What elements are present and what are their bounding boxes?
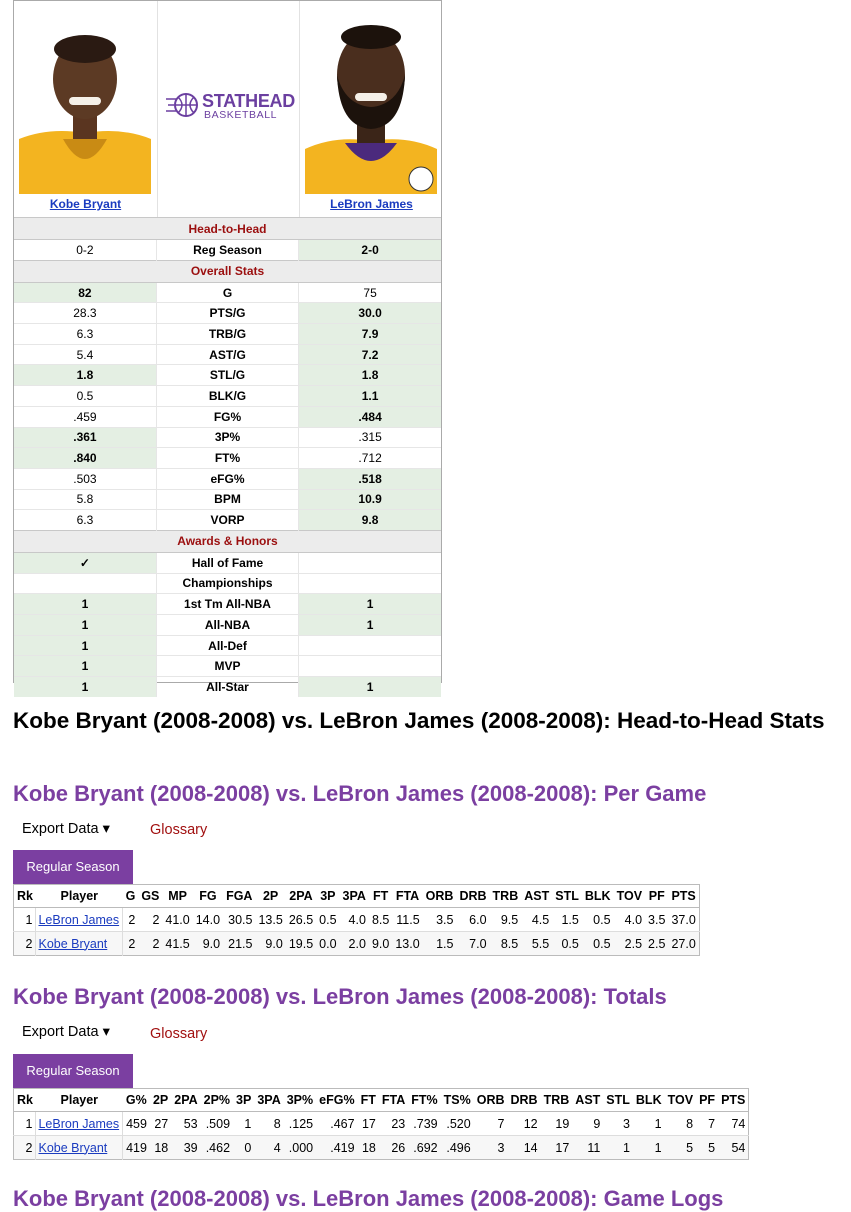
right-value: 2-0 (299, 240, 441, 261)
stat-cell: 7 (696, 1112, 718, 1136)
stat-row (14, 386, 441, 407)
stat-cell: 1.5 (423, 932, 457, 956)
right-value: 9.8 (299, 510, 441, 531)
award-row (14, 656, 441, 677)
stat-cell: 0.0 (316, 932, 339, 956)
rank-cell: 1 (14, 1112, 36, 1136)
stat-label: All-Star (156, 677, 298, 697)
column-header[interactable]: FT (358, 1089, 379, 1112)
left-value: 6.3 (14, 510, 156, 531)
stat-cell: 2 (123, 932, 139, 956)
stat-cell: 54 (718, 1136, 749, 1160)
per-game-heading: Kobe Bryant (2008-2008) vs. LeBron James (2008-2008): Per Game (13, 781, 707, 806)
stat-cell: 8 (254, 1112, 283, 1136)
left-value: 82 (14, 282, 156, 303)
stat-cell: 30.5 (223, 908, 255, 932)
left-value: 1 (14, 635, 156, 656)
right-value: .518 (299, 468, 441, 489)
award-row (14, 594, 441, 615)
stat-row (14, 448, 441, 469)
per-game-tab-regular-season[interactable]: Regular Season (13, 850, 133, 884)
column-header[interactable]: FT% (408, 1089, 440, 1112)
column-header[interactable]: 3P% (284, 1089, 316, 1112)
left-value: 28.3 (14, 303, 156, 324)
left-player-column (14, 1, 157, 217)
stat-cell: 7 (474, 1112, 508, 1136)
left-value: 1 (14, 594, 156, 615)
left-value: .361 (14, 427, 156, 448)
left-value: .503 (14, 468, 156, 489)
column-header[interactable]: BLK (633, 1089, 665, 1112)
stat-cell: 9.0 (369, 932, 392, 956)
basketball-icon (166, 91, 200, 119)
stat-cell: 5.5 (521, 932, 552, 956)
award-row (14, 677, 441, 697)
stat-cell: 3 (474, 1136, 508, 1160)
award-row (14, 615, 441, 636)
stat-cell: 27 (150, 1112, 171, 1136)
stat-cell: 9.0 (255, 932, 285, 956)
left-value: 1 (14, 677, 156, 697)
column-header[interactable]: BLK (582, 885, 614, 908)
column-header[interactable]: G (123, 885, 139, 908)
right-value: 1.8 (299, 365, 441, 386)
stat-cell: 2 (138, 932, 162, 956)
stat-cell: 1 (603, 1136, 633, 1160)
per-game-table (13, 884, 700, 956)
totals-tab-regular-season[interactable]: Regular Season (13, 1054, 133, 1088)
stat-cell: 2 (123, 908, 139, 932)
stat-cell: 1 (633, 1112, 665, 1136)
stat-cell: 5 (665, 1136, 696, 1160)
rank-cell: 1 (14, 908, 36, 932)
stat-cell: 14.0 (193, 908, 223, 932)
stat-cell: 0 (233, 1136, 254, 1160)
stat-cell: 0.5 (552, 932, 582, 956)
section-awards-honors-label: Awards & Honors (14, 530, 441, 552)
column-header[interactable]: PTS (668, 885, 699, 908)
stat-cell: 419 (123, 1136, 150, 1160)
table-row (14, 1112, 749, 1136)
column-header[interactable]: TRB (541, 1089, 573, 1112)
stat-cell: 9.0 (193, 932, 223, 956)
left-value: 0-2 (14, 240, 156, 261)
stat-label: FG% (156, 406, 298, 427)
stat-cell: 19 (541, 1112, 573, 1136)
stat-cell: 37.0 (668, 908, 699, 932)
stat-cell: 26 (379, 1136, 408, 1160)
column-header[interactable]: FT (369, 885, 392, 908)
left-value: .840 (14, 448, 156, 469)
per-game-glossary-link[interactable]: Glossary (150, 822, 208, 838)
column-header[interactable]: MP (162, 885, 192, 908)
stat-cell: .000 (284, 1136, 316, 1160)
stat-cell: 459 (123, 1112, 150, 1136)
column-header[interactable]: GS (138, 885, 162, 908)
stat-label: 3P% (156, 427, 298, 448)
left-value: 0.5 (14, 386, 156, 407)
stat-cell: 6.0 (456, 908, 489, 932)
stat-cell: 9 (572, 1112, 603, 1136)
player-cell (36, 1136, 123, 1160)
stat-label: All-NBA (156, 615, 298, 636)
stat-row (14, 427, 441, 448)
stat-cell: .692 (408, 1136, 440, 1160)
stat-label: Hall of Fame (156, 552, 298, 573)
stat-label: All-Def (156, 635, 298, 656)
left-value: 5.4 (14, 344, 156, 365)
stat-cell: .125 (284, 1112, 316, 1136)
player-cell (36, 932, 123, 956)
stat-cell: 13.0 (392, 932, 422, 956)
left-value: 1 (14, 615, 156, 636)
right-value: 1 (299, 615, 441, 636)
column-header[interactable]: PTS (718, 1089, 749, 1112)
stat-label: Reg Season (156, 240, 298, 261)
stat-cell: 17 (358, 1112, 379, 1136)
stat-cell: 3.5 (645, 908, 668, 932)
stat-cell: 1 (633, 1136, 665, 1160)
stat-cell: 11 (572, 1136, 603, 1160)
stat-label: BLK/G (156, 386, 298, 407)
stat-cell: 8 (665, 1112, 696, 1136)
section-head-to-head-label: Head-to-Head (14, 218, 441, 240)
column-header[interactable]: 2PA (171, 1089, 200, 1112)
rank-cell: 2 (14, 932, 36, 956)
stat-label: BPM (156, 489, 298, 510)
stat-cell: 9.5 (490, 908, 522, 932)
column-header[interactable]: FG (193, 885, 223, 908)
left-value: 5.8 (14, 489, 156, 510)
table-row (14, 1136, 749, 1160)
player-link[interactable]: Kobe Bryant (38, 936, 108, 951)
stat-row (14, 303, 441, 324)
right-value: 7.9 (299, 324, 441, 345)
stat-cell: 8.5 (490, 932, 522, 956)
column-header[interactable]: FTA (379, 1089, 408, 1112)
stat-cell: 13.5 (255, 908, 285, 932)
column-header[interactable]: DRB (508, 1089, 541, 1112)
player-cell (36, 1112, 123, 1136)
stat-cell: 2 (138, 908, 162, 932)
section-overall-stats-label: Overall Stats (14, 260, 441, 282)
stat-cell: 3.5 (423, 908, 457, 932)
kobe-bryant-photo (19, 9, 151, 194)
stat-row (14, 365, 441, 386)
column-header[interactable]: PF (696, 1089, 718, 1112)
stat-row (14, 406, 441, 427)
column-header[interactable]: 3P (233, 1089, 254, 1112)
stat-cell: 8.5 (369, 908, 392, 932)
stat-label: 1st Tm All-NBA (156, 594, 298, 615)
column-header[interactable]: Rk (14, 1089, 36, 1112)
right-value: 75 (299, 282, 441, 303)
right-value: 1.1 (299, 386, 441, 407)
stat-label: VORP (156, 510, 298, 531)
stat-cell: 5 (696, 1136, 718, 1160)
player-link[interactable]: LeBron James (38, 1116, 120, 1131)
column-header[interactable]: STL (603, 1089, 633, 1112)
stat-cell: 14 (508, 1136, 541, 1160)
stat-cell: 18 (358, 1136, 379, 1160)
stat-cell: 0.5 (582, 932, 614, 956)
stat-cell: 17 (541, 1136, 573, 1160)
stat-label: G (156, 282, 298, 303)
right-value (299, 656, 441, 677)
totals-table (13, 1088, 749, 1160)
comparison-stats-table (14, 217, 441, 697)
left-value: 1 (14, 656, 156, 677)
stat-label: MVP (156, 656, 298, 677)
column-header[interactable]: AST (521, 885, 552, 908)
right-value: .484 (299, 406, 441, 427)
award-row (14, 552, 441, 573)
row-reg-season (14, 240, 441, 261)
left-value: .459 (14, 406, 156, 427)
stat-cell: 4.0 (614, 908, 645, 932)
stat-label: Championships (156, 573, 298, 594)
column-header[interactable]: ORB (474, 1089, 508, 1112)
stat-cell: .462 (201, 1136, 233, 1160)
stat-label: AST/G (156, 344, 298, 365)
stat-cell: 26.5 (286, 908, 316, 932)
stat-cell: 41.0 (162, 908, 192, 932)
stat-cell: 53 (171, 1112, 200, 1136)
totals-heading: Kobe Bryant (2008-2008) vs. LeBron James (2008-2008): Totals (13, 984, 667, 1009)
stat-row (14, 344, 441, 365)
stat-cell: 4.5 (521, 908, 552, 932)
logo-subtitle: BASKETBALL (204, 109, 278, 121)
column-header[interactable]: PF (645, 885, 668, 908)
stat-cell: .520 (441, 1112, 474, 1136)
stat-row (14, 282, 441, 303)
award-row (14, 635, 441, 656)
totals-export-data[interactable]: Export Data ▾ (22, 1024, 110, 1040)
stat-cell: .419 (316, 1136, 357, 1160)
logo-column (157, 1, 300, 217)
right-value: .712 (299, 448, 441, 469)
player-link[interactable]: Kobe Bryant (38, 1140, 108, 1155)
column-header[interactable]: G% (123, 1089, 150, 1112)
column-header[interactable]: 2P (150, 1089, 171, 1112)
stat-row (14, 489, 441, 510)
per-game-export-data[interactable]: Export Data ▾ (22, 821, 110, 837)
player-cell (36, 908, 123, 932)
stat-row (14, 510, 441, 531)
column-header[interactable]: FTA (392, 885, 422, 908)
stat-cell: 7.0 (456, 932, 489, 956)
stat-cell: .467 (316, 1112, 357, 1136)
left-value: 1.8 (14, 365, 156, 386)
lebron-james-link[interactable]: LeBron James (330, 197, 413, 211)
left-value: ✓ (14, 552, 156, 573)
stat-cell: 18 (150, 1136, 171, 1160)
comparison-card (13, 0, 442, 694)
right-value: 10.9 (299, 489, 441, 510)
column-header[interactable]: 3PA (254, 1089, 283, 1112)
logo-wordmark: STATHEAD (202, 91, 295, 111)
left-value (14, 573, 156, 594)
stat-cell: 2.5 (614, 932, 645, 956)
column-header[interactable]: TS% (441, 1089, 474, 1112)
player-link[interactable]: LeBron James (38, 912, 120, 927)
stat-cell: 4 (254, 1136, 283, 1160)
right-player-column (300, 1, 443, 217)
column-header[interactable]: FGA (223, 885, 255, 908)
right-value: 1 (299, 677, 441, 697)
stat-label: FT% (156, 448, 298, 469)
right-value (299, 552, 441, 573)
column-header[interactable]: Player (36, 885, 123, 908)
section-awards-honors (14, 530, 441, 552)
right-value: 30.0 (299, 303, 441, 324)
column-header[interactable]: AST (572, 1089, 603, 1112)
award-row (14, 573, 441, 594)
stat-label: STL/G (156, 365, 298, 386)
game-logs-heading: Kobe Bryant (2008-2008) vs. LeBron James (2008-2008): Game Logs (13, 1186, 724, 1211)
stat-cell: 23 (379, 1112, 408, 1136)
stat-cell: 27.0 (668, 932, 699, 956)
stat-cell: 74 (718, 1112, 749, 1136)
stat-cell: 19.5 (286, 932, 316, 956)
column-header[interactable]: 3PA (340, 885, 369, 908)
right-value (299, 635, 441, 656)
page-title: Kobe Bryant (2008-2008) vs. LeBron James (2008-2008): Head-to-Head Stats (13, 708, 825, 733)
left-value: 6.3 (14, 324, 156, 345)
column-header[interactable]: 3P (316, 885, 339, 908)
totals-glossary-link[interactable]: Glossary (150, 1026, 208, 1042)
stat-cell: 2.0 (340, 932, 369, 956)
stat-cell: 0.5 (316, 908, 339, 932)
section-overall-stats (14, 260, 441, 282)
stat-cell: .496 (441, 1136, 474, 1160)
right-value (299, 573, 441, 594)
stat-row (14, 324, 441, 345)
stat-cell: .509 (201, 1112, 233, 1136)
rank-cell: 2 (14, 1136, 36, 1160)
column-header[interactable]: DRB (456, 885, 489, 908)
column-header[interactable]: STL (552, 885, 582, 908)
column-header[interactable]: 2PA (286, 885, 316, 908)
lebron-james-photo (305, 9, 437, 194)
table-row (14, 908, 700, 932)
column-header[interactable]: ORB (423, 885, 457, 908)
right-value: 7.2 (299, 344, 441, 365)
column-header[interactable]: Rk (14, 885, 36, 908)
stat-cell: 12 (508, 1112, 541, 1136)
stat-label: PTS/G (156, 303, 298, 324)
stat-row (14, 468, 441, 489)
stat-cell: 11.5 (392, 908, 422, 932)
stat-cell: 0.5 (582, 908, 614, 932)
table-row (14, 932, 700, 956)
stat-cell: 1.5 (552, 908, 582, 932)
column-header[interactable]: 2P% (201, 1089, 233, 1112)
column-header[interactable]: Player (36, 1089, 123, 1112)
stat-label: eFG% (156, 468, 298, 489)
stat-cell: .739 (408, 1112, 440, 1136)
stat-label: TRB/G (156, 324, 298, 345)
column-header[interactable]: TRB (490, 885, 522, 908)
right-value: .315 (299, 427, 441, 448)
stat-cell: 1 (233, 1112, 254, 1136)
column-header[interactable]: eFG% (316, 1089, 357, 1112)
stat-cell: 39 (171, 1136, 200, 1160)
stat-cell: 2.5 (645, 932, 668, 956)
kobe-bryant-link[interactable]: Kobe Bryant (49, 197, 122, 211)
section-head-to-head (14, 218, 441, 240)
stat-cell: 41.5 (162, 932, 192, 956)
column-header[interactable]: TOV (614, 885, 645, 908)
stat-cell: 3 (603, 1112, 633, 1136)
stat-cell: 21.5 (223, 932, 255, 956)
column-header[interactable]: TOV (665, 1089, 696, 1112)
column-header[interactable]: 2P (255, 885, 285, 908)
stat-cell: 4.0 (340, 908, 369, 932)
right-value: 1 (299, 594, 441, 615)
